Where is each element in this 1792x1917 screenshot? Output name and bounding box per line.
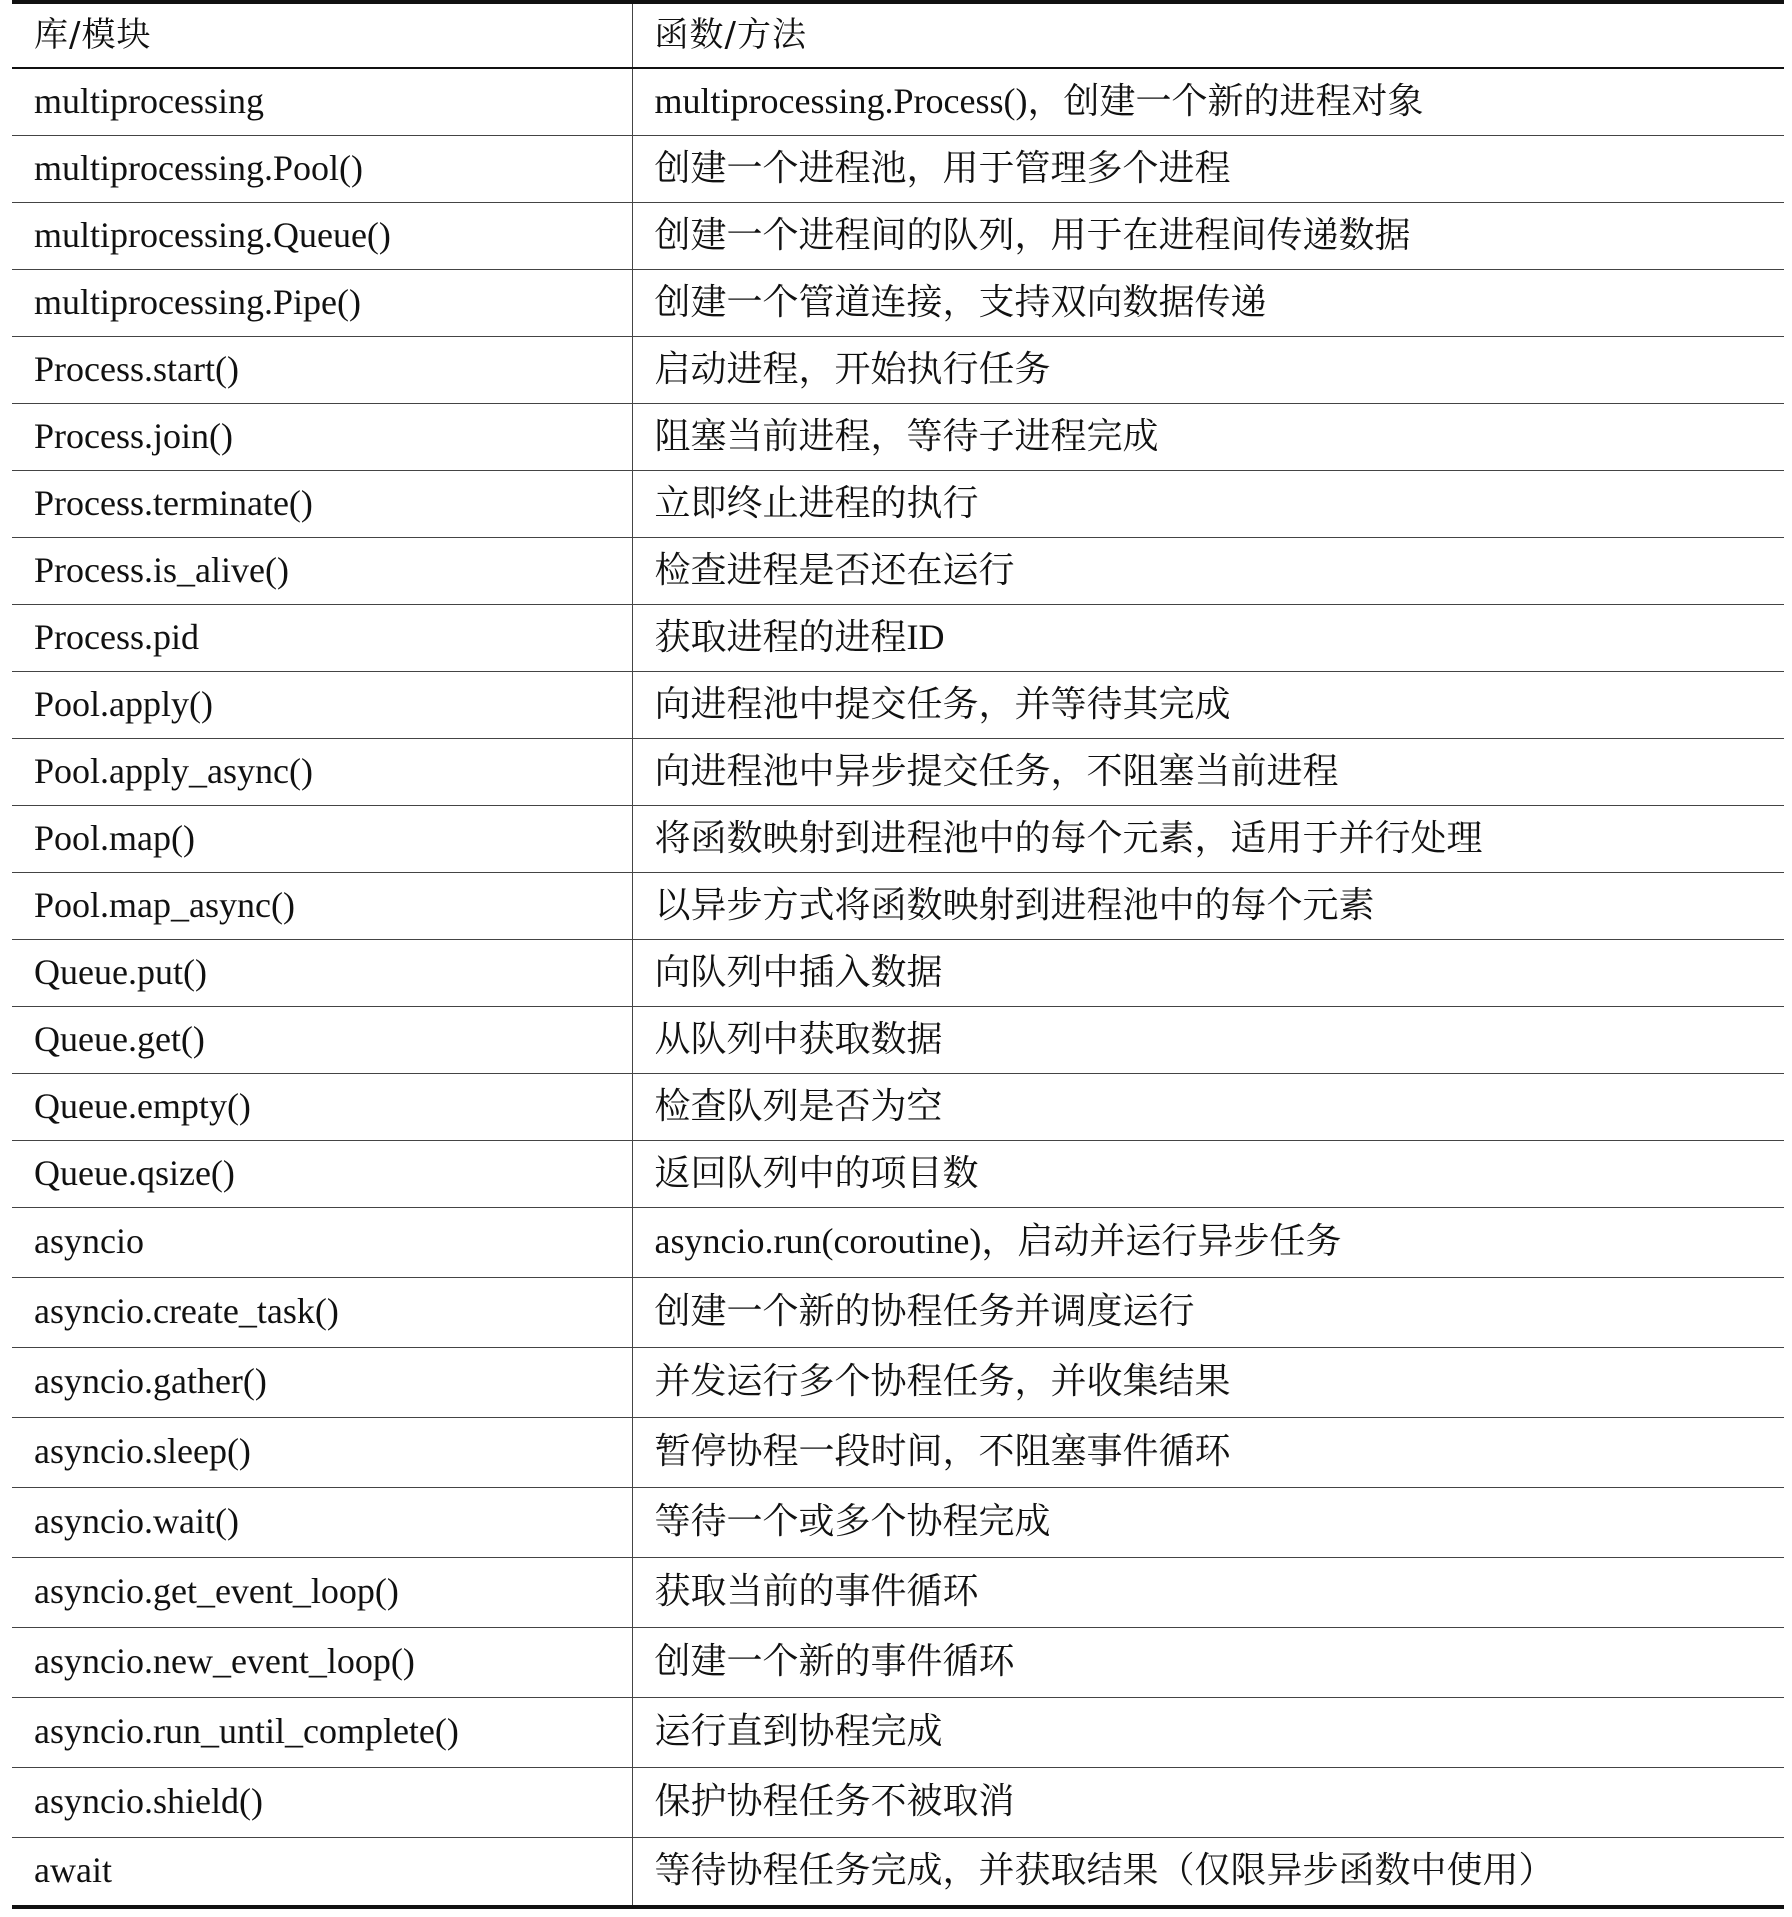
cell-function-method: asyncio.run(coroutine)，启动并运行异步任务 <box>654 1221 1342 1262</box>
table-row <box>12 403 1784 470</box>
cell-library-module: Pool.map() <box>12 805 632 872</box>
table-row <box>12 738 1784 805</box>
cell-library-module: Queue.empty() <box>12 1073 632 1140</box>
cell-library-module: asyncio.new_event_loop() <box>12 1627 632 1697</box>
cell-function-method: 检查队列是否为空 <box>654 1085 943 1126</box>
cell-function-method: 运行直到协程完成 <box>654 1711 943 1752</box>
cell-library-module: Process.join() <box>12 403 632 470</box>
table-body <box>12 68 1784 1907</box>
table-row <box>12 1140 1784 1207</box>
cell-function-method: 将函数映射到进程池中的每个元素，适用于并行处理 <box>654 817 1483 858</box>
cell-function-method: 创建一个进程间的队列，用于在进程间传递数据 <box>654 214 1411 255</box>
table-row <box>12 537 1784 604</box>
cell-library-module: asyncio <box>12 1207 632 1277</box>
table-row <box>12 1767 1784 1837</box>
cell-library-module: multiprocessing.Queue() <box>12 202 632 269</box>
cell-function-method: 保护协程任务不被取消 <box>654 1781 1015 1822</box>
header-function-method: 函数/方法 <box>654 14 807 55</box>
table-row <box>12 470 1784 537</box>
cell-library-module: Queue.get() <box>12 1006 632 1073</box>
table-row <box>12 1487 1784 1557</box>
api-reference-table <box>12 0 1784 1909</box>
table-row <box>12 872 1784 939</box>
cell-function-method: 创建一个新的协程任务并调度运行 <box>654 1291 1195 1332</box>
table-row <box>12 1557 1784 1627</box>
cell-function-method: multiprocessing.Process()，创建一个新的进程对象 <box>654 80 1424 121</box>
cell-library-module: multiprocessing.Pool() <box>12 135 632 202</box>
cell-library-module: Queue.put() <box>12 939 632 1006</box>
table-row <box>12 336 1784 403</box>
cell-library-module: asyncio.get_event_loop() <box>12 1557 632 1627</box>
cell-function-method: 向进程池中提交任务，并等待其完成 <box>654 683 1231 724</box>
cell-library-module: Process.is_alive() <box>12 537 632 604</box>
table-row <box>12 1207 1784 1277</box>
cell-function-method: 等待协程任务完成，并获取结果（仅限异步函数中使用） <box>654 1850 1555 1891</box>
cell-function-method: 创建一个进程池，用于管理多个进程 <box>654 147 1231 188</box>
table-row <box>12 1347 1784 1417</box>
table-row <box>12 135 1784 202</box>
cell-function-method: 等待一个或多个协程完成 <box>654 1501 1051 1542</box>
cell-function-method: 向队列中插入数据 <box>654 951 943 992</box>
cell-function-method: 阻塞当前进程，等待子进程完成 <box>654 415 1159 456</box>
table-row <box>12 1627 1784 1697</box>
cell-function-method: 启动进程，开始执行任务 <box>654 348 1051 389</box>
cell-function-method: 并发运行多个协程任务，并收集结果 <box>654 1361 1231 1402</box>
cell-function-method: 立即终止进程的执行 <box>654 482 979 523</box>
table-row <box>12 269 1784 336</box>
cell-library-module: asyncio.gather() <box>12 1347 632 1417</box>
table-row <box>12 68 1784 135</box>
table-row <box>12 604 1784 671</box>
table-row <box>12 805 1784 872</box>
table-row <box>12 1697 1784 1767</box>
cell-library-module: multiprocessing <box>12 68 632 135</box>
cell-library-module: asyncio.shield() <box>12 1767 632 1837</box>
table-row <box>12 1837 1784 1907</box>
cell-library-module: asyncio.create_task() <box>12 1277 632 1347</box>
cell-library-module: asyncio.wait() <box>12 1487 632 1557</box>
cell-function-method: 获取当前的事件循环 <box>654 1571 979 1612</box>
cell-library-module: Pool.apply() <box>12 671 632 738</box>
cell-function-method: 获取进程的进程ID <box>654 616 945 657</box>
table-row <box>12 1277 1784 1347</box>
cell-library-module: Queue.qsize() <box>12 1140 632 1207</box>
cell-function-method: 检查进程是否还在运行 <box>654 549 1015 590</box>
cell-library-module: asyncio.sleep() <box>12 1417 632 1487</box>
table-header <box>12 2 1784 68</box>
cell-function-method: 向进程池中异步提交任务，不阻塞当前进程 <box>654 750 1339 791</box>
cell-library-module: await <box>12 1837 632 1907</box>
table-row <box>12 202 1784 269</box>
table-row <box>12 1417 1784 1487</box>
header-library-module: 库/模块 <box>12 2 632 68</box>
cell-library-module: Process.terminate() <box>12 470 632 537</box>
cell-library-module: multiprocessing.Pipe() <box>12 269 632 336</box>
cell-library-module: Pool.apply_async() <box>12 738 632 805</box>
cell-function-method: 从队列中获取数据 <box>654 1018 943 1059</box>
cell-library-module: asyncio.run_until_complete() <box>12 1697 632 1767</box>
table-row <box>12 1006 1784 1073</box>
cell-function-method: 暂停协程一段时间，不阻塞事件循环 <box>654 1431 1231 1472</box>
cell-library-module: Pool.map_async() <box>12 872 632 939</box>
table-row <box>12 671 1784 738</box>
api-reference-table-container <box>12 0 1784 1909</box>
cell-function-method: 以异步方式将函数映射到进程池中的每个元素 <box>654 884 1375 925</box>
table-header-row <box>12 2 1784 68</box>
cell-library-module: Process.pid <box>12 604 632 671</box>
cell-library-module: Process.start() <box>12 336 632 403</box>
table-row <box>12 939 1784 1006</box>
cell-function-method: 创建一个管道连接，支持双向数据传递 <box>654 281 1267 322</box>
table-row <box>12 1073 1784 1140</box>
cell-function-method: 创建一个新的事件循环 <box>654 1641 1015 1682</box>
cell-function-method: 返回队列中的项目数 <box>654 1152 979 1193</box>
